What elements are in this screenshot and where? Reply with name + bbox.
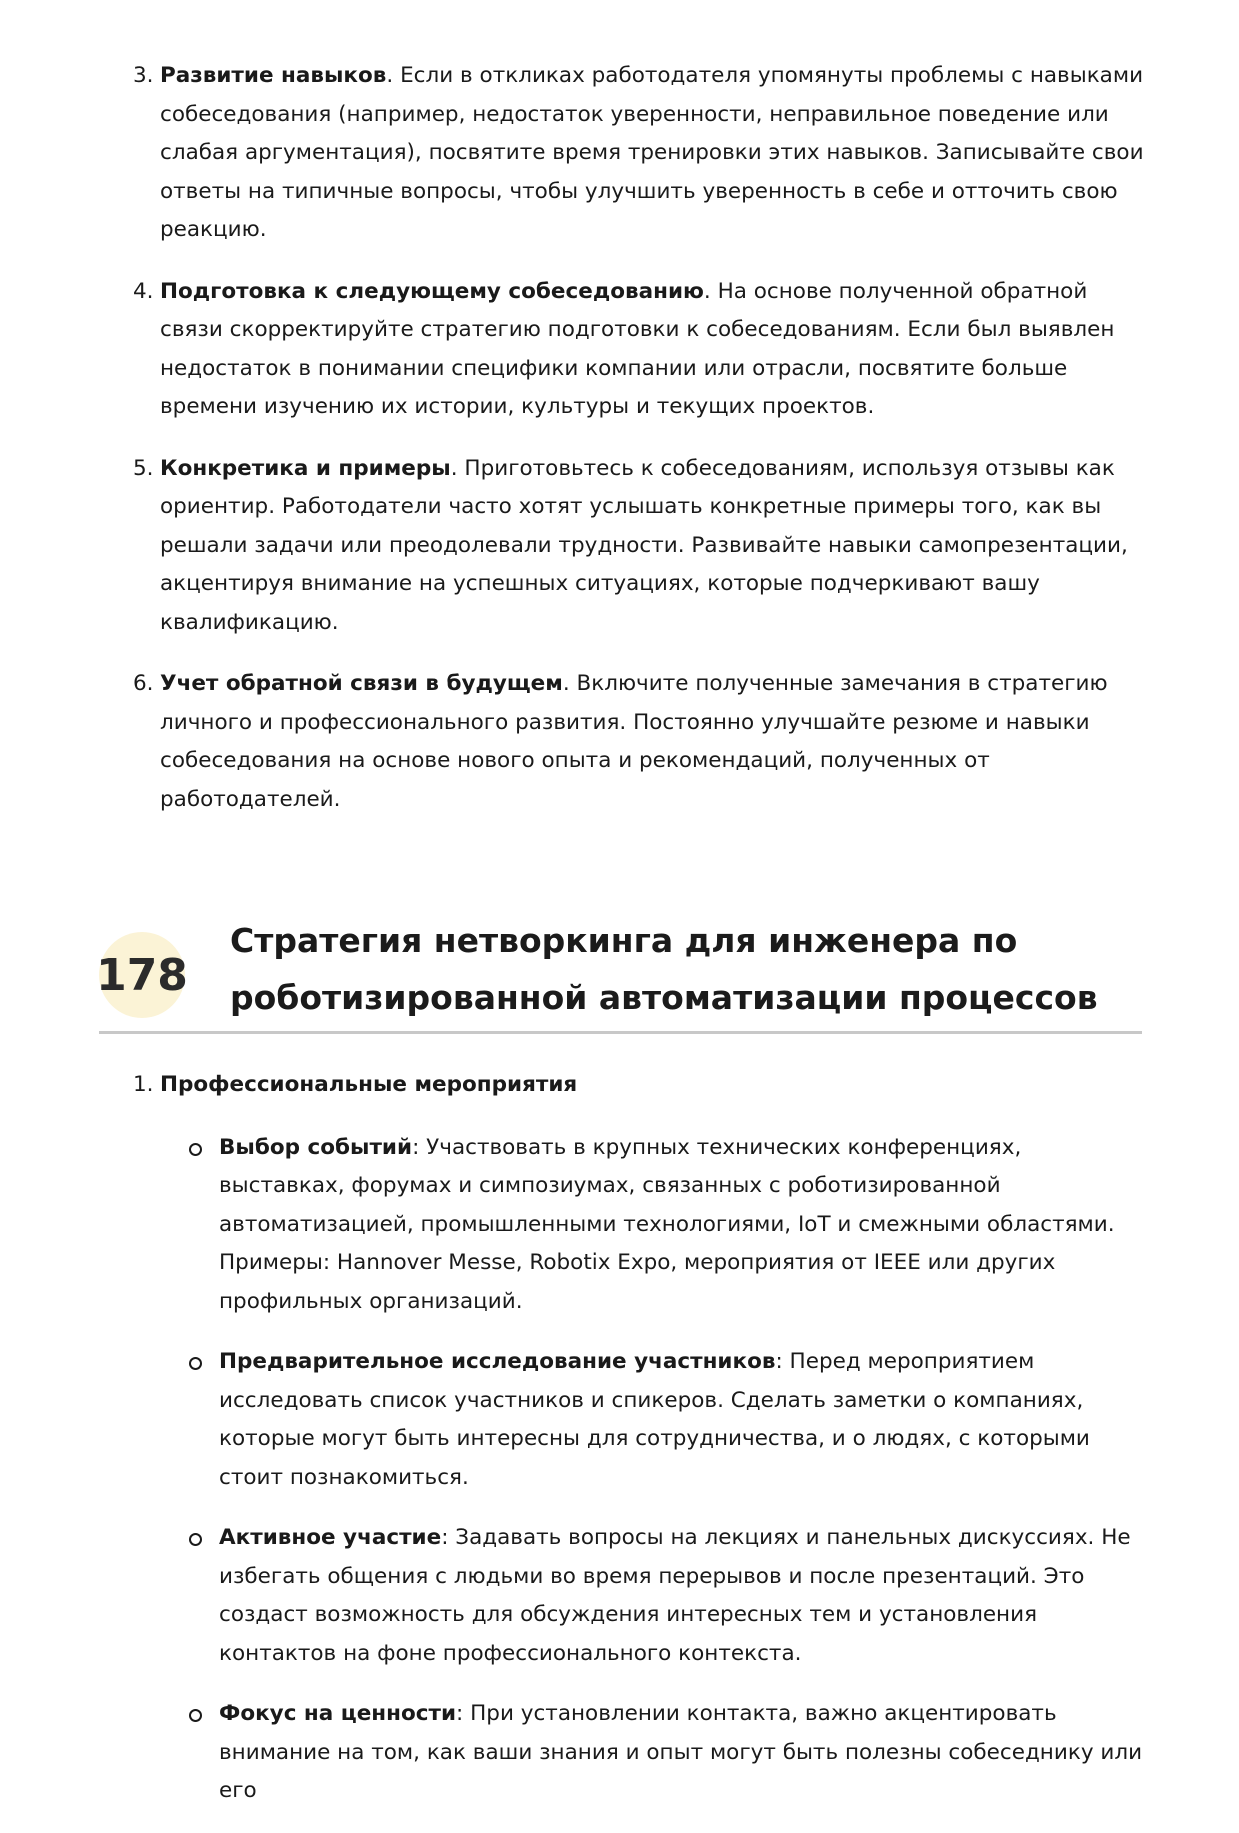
item-text: . Включите полученные замечания в стратегию личного и профессионального развития. Постоянно улучшайте резюме и навыки собеседования на основе нового опыта и рекомендаций, полученных от работодателей. <box>160 671 1108 812</box>
list-item <box>133 273 1145 427</box>
item-heading: Подготовка к следующему собеседованию <box>160 278 704 304</box>
section-number-badge: 178 <box>99 932 185 1018</box>
list-item <box>133 57 1145 250</box>
bullet-text: : Перед мероприятием исследовать список участников и спикеров. Сделать заметки о компаниях, которые могут быть интересны для сотрудничества, и о людях, с которыми стоит познакомиться. <box>219 1349 1090 1490</box>
hollow-bullet-icon <box>189 1143 202 1156</box>
list-item <box>133 665 1145 819</box>
item-heading: Конкретика и примеры <box>160 455 451 481</box>
numbered-list-top <box>133 57 1145 842</box>
list-number: 1. <box>133 1072 154 1097</box>
list-number: 5. <box>133 455 154 481</box>
bullet-heading: Фокус на ценности <box>219 1701 457 1726</box>
bullet-item <box>219 1129 1145 1322</box>
hollow-bullet-icon <box>189 1533 202 1546</box>
item-text: . Если в откликах работодателя упомянуты проблемы с навыками собеседования (например, недостаток уверенности, неправильное поведение или слабая аргументация), посвятите время тренировки этих навыков. Записывайте свои ответы на типичные вопросы, чтобы улучшить уверенность в себе и отточить свою реакцию. <box>160 63 1144 242</box>
hollow-bullet-icon <box>189 1357 202 1370</box>
item-heading: Учет обратной связи в будущем <box>160 671 563 696</box>
bullet-text: : При установлении контакта, важно акцентировать внимание на том, как ваши знания и опыт могут быть полезны собеседнику или его <box>219 1701 1143 1803</box>
hollow-bullet-icon <box>189 1709 202 1722</box>
bullet-text: : Задавать вопросы на лекциях и панельных дискуссиях. Не избегать общения с людьми во время перерывов и после презентаций. Это создаст возможность для обсуждения интересных тем и установления контактов на фоне профессионального контекста. <box>219 1525 1131 1666</box>
bullet-heading: Выбор событий <box>219 1134 413 1160</box>
list-number: 4. <box>133 278 154 304</box>
section-header <box>96 908 1142 1034</box>
bullet-heading: Активное участие <box>219 1525 442 1550</box>
section-title-line-1: Стратегия нетворкинга для инженера по <box>230 921 1018 960</box>
item-text: . Приготовьтесь к собеседованиям, используя отзывы как ориентир. Работодатели часто хотят услышать конкретные примеры того, как вы решали задачи или преодолевали трудности. Развивайте навыки самопрезентации, акцентируя внимание на успешных ситуациях, которые подчеркивают вашу квалификацию. <box>160 455 1128 635</box>
section-title-line-2: роботизированной автоматизации процессов <box>230 978 1098 1017</box>
bullet-heading: Предварительное исследование участников <box>219 1349 776 1374</box>
list-number: 6. <box>133 671 154 696</box>
bullet-text: : Участвовать в крупных технических конференциях, выставках, форумах и симпозиумах, связанных с роботизированной автоматизацией, промышленными технологиями, IoT и смежными областями. Примеры: Hannover Messe, Robotix Expo, мероприятия от IEEE или других профильных организаций. <box>219 1134 1115 1314</box>
bullet-item <box>219 1343 1145 1497</box>
list-item <box>133 450 1145 643</box>
item-heading: Развитие навыков <box>160 63 387 88</box>
section-title <box>230 912 1130 1026</box>
list-number: 3. <box>133 63 154 88</box>
section-list <box>133 1066 1145 1833</box>
bullet-list <box>160 1129 1145 1811</box>
item-text: . На основе полученной обратной связи скорректируйте стратегию подготовки к собеседованиям. Если был выявлен недостаток в понимании специфики компании или отрасли, посвятите больше времени изучению их истории, культуры и текущих проектов. <box>160 278 1115 419</box>
bullet-item <box>219 1519 1145 1673</box>
list-heading: Профессиональные мероприятия <box>160 1072 578 1097</box>
